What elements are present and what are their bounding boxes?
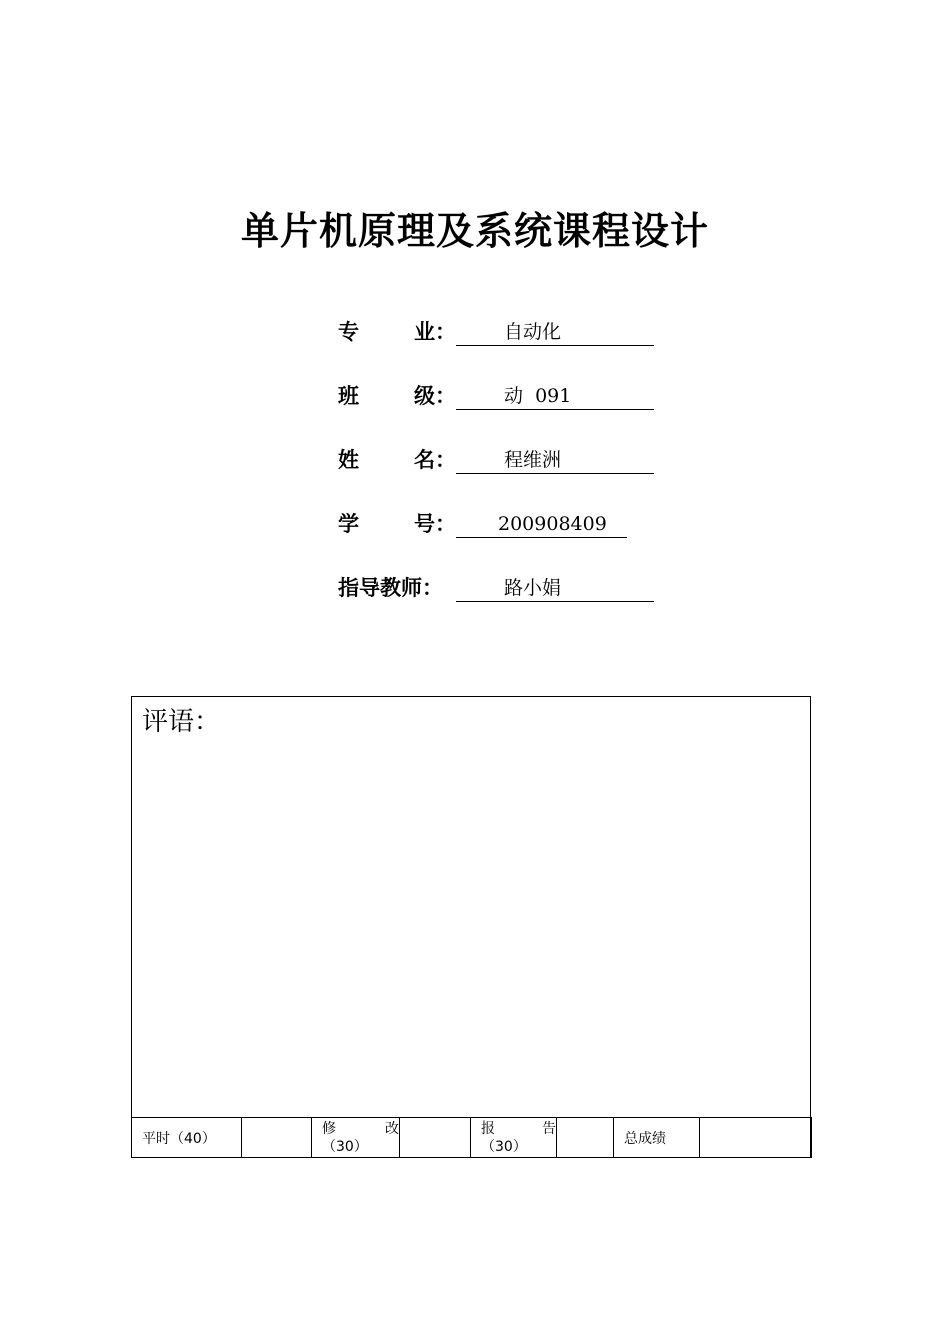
score-cell-total-value[interactable]: [700, 1118, 812, 1158]
score-cell-regular-value[interactable]: [242, 1118, 312, 1158]
evaluation-label: 评语：: [142, 707, 221, 737]
info-label-major: 专 业：: [338, 320, 456, 344]
evaluation-box: [131, 696, 811, 1158]
info-label-class: 班 级：: [338, 384, 456, 408]
info-value-advisor: 路小娟: [456, 574, 654, 602]
info-row-class: [338, 374, 654, 410]
score-cell-report-value[interactable]: [557, 1118, 614, 1158]
score-cell-revision-label: 修 改 （30）: [312, 1118, 400, 1158]
info-label-name: 姓 名：: [338, 448, 456, 472]
info-row-student-id: [338, 502, 627, 538]
info-value-class: 动 091: [456, 382, 654, 410]
score-cell-revision-value[interactable]: [400, 1118, 471, 1158]
info-value-major: 自动化: [456, 318, 654, 346]
score-table: [131, 1117, 812, 1158]
info-row-name: [338, 438, 654, 474]
score-cell-report-label: 报 告 （30）: [471, 1118, 557, 1158]
info-row-major: [338, 310, 654, 346]
info-label-advisor: 指导教师：: [338, 576, 443, 600]
score-cell-total-label: 总成绩: [614, 1118, 700, 1158]
info-row-advisor: [338, 566, 654, 602]
document-title: 单片机原理及系统课程设计: [240, 209, 709, 253]
info-label-student-id: 学 号：: [338, 512, 456, 536]
info-value-student-id: 200908409: [456, 510, 627, 538]
score-cell-regular-label: 平时（40）: [132, 1118, 242, 1158]
info-value-name: 程维洲: [456, 446, 654, 474]
